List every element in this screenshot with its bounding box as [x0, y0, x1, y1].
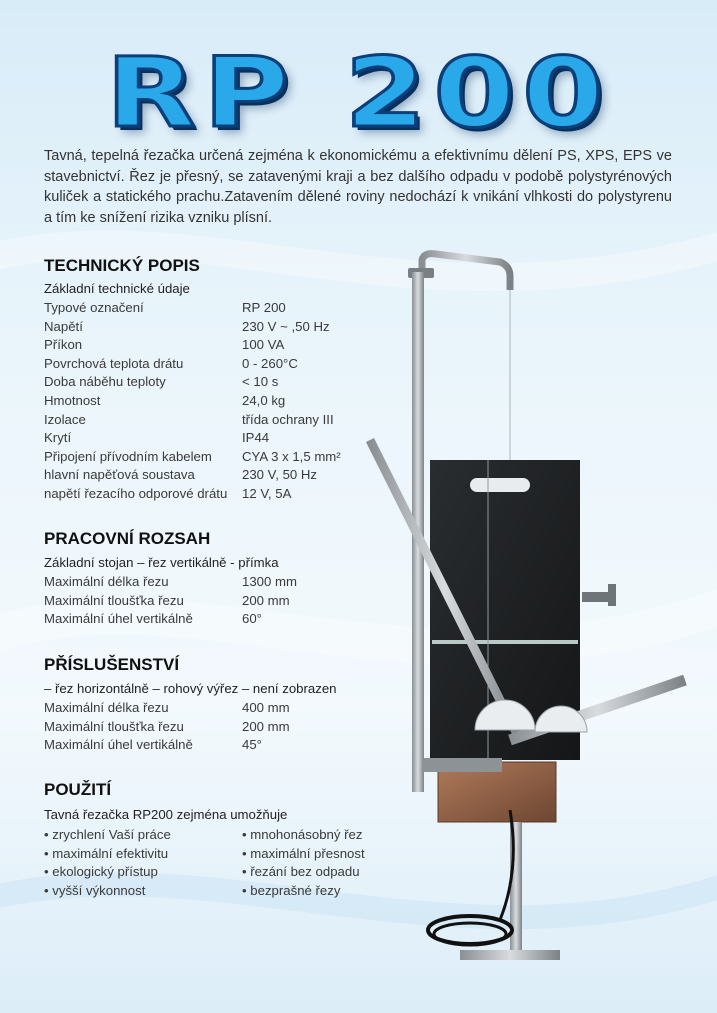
spec-label: Maximální úhel vertikálně: [44, 611, 193, 627]
list-item: • ekologický přístup: [44, 864, 158, 880]
spec-label: Maximální tloušťka řezu: [44, 718, 184, 734]
intro-paragraph: Tavná, tepelná řezačka určená zejména k ekonomickému a efektivnímu dělení PS, XPS, EPS ve stavebnictví. Řez je přesný, se zatavenými kraji a bez dalšího odpadu v podobě polystyrénových kuliček a statického prachu.Zatavením dělené roviny nedochází k vnikání vlhkosti do polystyrenu a tím ke snížení rizika vzniku plísní.: [44, 148, 672, 226]
spec-value: 0 - 260°C: [242, 355, 298, 371]
spec-label: Připojení přívodním kabelem: [44, 448, 212, 464]
spec-value: 100 VA: [242, 337, 285, 353]
spec-label: Maximální tloušťka řezu: [44, 592, 184, 608]
spec-value: RP 200: [242, 300, 286, 315]
working-range-subheading: Základní stojan – řez vertikálně - přímka: [44, 555, 279, 570]
accessories-subheading: – řez horizontálně – rohový výřez – není zobrazen: [44, 681, 337, 696]
spec-value: 60°: [242, 611, 262, 627]
spec-value: 400 mm: [242, 700, 290, 715]
product-photo: [360, 250, 700, 980]
spec-row: [44, 466, 341, 485]
spec-row: [44, 411, 341, 430]
accessories-table: [44, 699, 290, 755]
spec-row: [44, 485, 341, 504]
spec-row: [44, 392, 341, 411]
list-item: • vyšší výkonnost: [44, 882, 146, 898]
spec-row: [44, 718, 290, 737]
list-item: • maximální efektivitu: [44, 845, 169, 861]
spec-value: 12 V, 5A: [242, 485, 292, 501]
list-item: • maximální přesnost: [242, 845, 365, 861]
usage-heading: POUŽITÍ: [44, 780, 112, 799]
spec-value: IP44: [242, 430, 270, 446]
spec-label: Typové označení: [44, 300, 144, 315]
spec-label: Hmotnost: [44, 392, 101, 408]
spec-label: Maximální úhel vertikálně: [44, 737, 193, 753]
spec-label: Krytí: [44, 430, 72, 446]
spec-row: [44, 355, 341, 374]
spec-value: 200 mm: [242, 718, 290, 734]
technical-heading: TECHNICKÝ POPIS: [44, 256, 200, 275]
spec-value: 1300 mm: [242, 574, 297, 589]
spec-row: [44, 429, 341, 448]
spec-label: Příkon: [44, 337, 83, 353]
working-range-table: [44, 573, 297, 629]
spec-row: [44, 373, 341, 392]
spec-label: hlavní napěťová soustava: [44, 467, 195, 483]
usage-subheading: Tavná řezačka RP200 zejména umožňuje: [44, 807, 288, 822]
list-item: • mnohonásobný řez: [242, 827, 363, 842]
spec-row: [44, 299, 341, 318]
spec-value: 200 mm: [242, 592, 290, 608]
spec-row: [44, 736, 290, 755]
spec-row: [44, 592, 297, 611]
spec-row: [44, 610, 297, 629]
spec-label: napětí řezacího odporové drátu: [44, 485, 228, 501]
spec-value: 230 V, 50 Hz: [242, 467, 318, 483]
spec-row: [44, 448, 341, 467]
spec-value: 24,0 kg: [242, 392, 286, 408]
spec-label: Maximální délka řezu: [44, 574, 169, 589]
spec-label: Doba náběhu teploty: [44, 374, 166, 390]
spec-value: 230 V ~ ,50 Hz: [242, 318, 330, 334]
technical-subheading: Základní technické údaje: [44, 281, 190, 296]
spec-row: [44, 318, 341, 337]
spec-label: Maximální délka řezu: [44, 700, 169, 715]
spec-value: třída ochrany III: [242, 411, 334, 427]
spec-label: Napětí: [44, 318, 83, 334]
spec-row: [44, 699, 290, 718]
spec-row: [44, 573, 297, 592]
technical-table: [44, 299, 341, 504]
list-item: • řezání bez odpadu: [242, 864, 360, 880]
spec-row: [44, 336, 341, 355]
spec-value: < 10 s: [242, 374, 279, 390]
spec-label: Izolace: [44, 411, 86, 427]
spec-value: 45°: [242, 737, 262, 753]
product-title: RP 200: [105, 37, 612, 149]
list-item: • zrychlení Vaší práce: [44, 827, 171, 842]
usage-left-column: [44, 826, 244, 900]
working-range-heading: PRACOVNÍ ROZSAH: [44, 529, 211, 548]
list-item: • bezprašné řezy: [242, 882, 341, 898]
accessories-heading: PŘÍSLUŠENSTVÍ: [44, 655, 180, 674]
spec-value: CYA 3 x 1,5 mm²: [242, 448, 341, 464]
spec-label: Povrchová teplota drátu: [44, 355, 184, 371]
